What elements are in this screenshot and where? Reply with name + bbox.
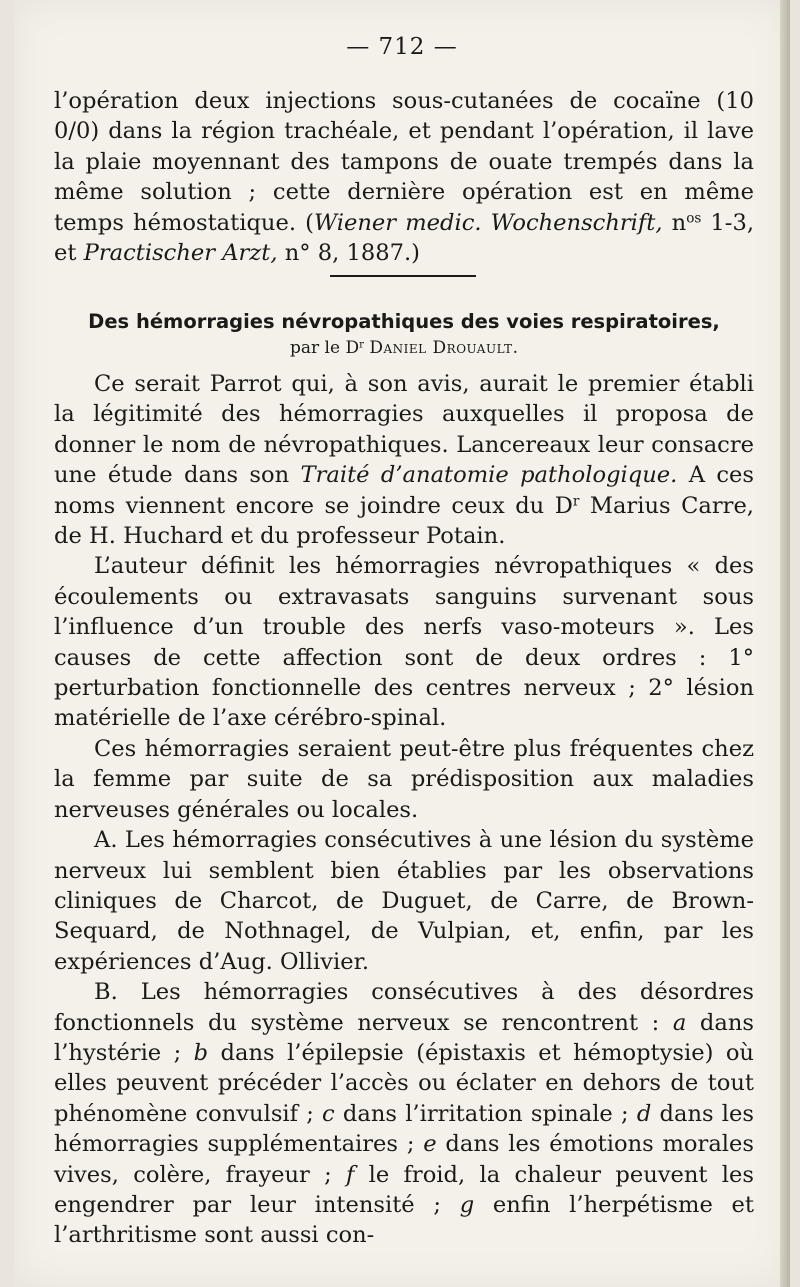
list-letter: g (459, 1191, 475, 1218)
paragraph-5-text: dans l’épilepsie (épistaxis et hémoptysie) où elles peuvent précéder l’accès ou éclater en dehors de tout phénomène convulsif ; (54, 1039, 754, 1127)
citation-issue-range: 1-3, et (54, 209, 754, 267)
citation-number-superscript: os (686, 210, 702, 227)
paragraph-3: Ces hémorragies seraient peut-être plus fréquentes chez la femme par suite de sa prédisposition aux maladies nerveuses générales ou locales. (54, 735, 754, 823)
article-byline (54, 336, 754, 360)
list-letter: d (636, 1100, 652, 1127)
byline-prefix: par le D (290, 338, 360, 358)
paragraph-5-text: B. Les hémorragies consécutives à des désordres fonctionnels du système nerveux se rencontrent : (54, 979, 754, 1036)
paragraph-5-text: le froid, la chaleur peuvent les engendrer par leur intensité ; (54, 1161, 754, 1218)
journal-citation-practischer: Practischer Arzt, (83, 240, 278, 267)
citation-number-prefix: n (662, 209, 687, 236)
article-title: Des hémorragies névropathiques des voies respiratoires, (88, 310, 720, 333)
article-body (54, 369, 754, 1251)
section-divider (330, 275, 476, 277)
citation-issue-year: n° 8, 1887.) (277, 240, 420, 267)
continuation-text: l’opération deux injections sous-cutanées de cocaïne (10 0/0) dans la région trachéale, et pendant l’opération, il lave la plaie moyennant des tampons de ouate trempés dans la même solution ; cette dernière opération est en même temps hémostatique. ( (54, 88, 754, 236)
book-title-reference: Traité d’anatomie pathologique. (300, 462, 678, 489)
scan-edge (780, 0, 790, 1287)
author-name: Daniel Drouault (369, 338, 513, 358)
paragraph-5-text: dans l’irritation spinale ; (334, 1100, 637, 1127)
paragraph-1 (54, 369, 754, 551)
paragraph-2: L’auteur définit les hémorragies névropathiques « des écoulements ou extravasats sanguins survenant sous l’influence d’un trouble des nerfs vaso-moteurs ». Les causes de cette affection sont de deux ordres : 1° perturbation fonctionnelle des centres nerveux ; 2° lésion matérielle de l’axe cérébro-spinal. (54, 553, 754, 732)
paragraph-5-text: dans l’hystérie ; (54, 1009, 754, 1066)
paragraph-5 (54, 977, 754, 1251)
paragraph-5-text: dans les hémorragies supplémentaires ; (54, 1100, 754, 1158)
paragraph-1-text-c: Marius Carre, de H. Huchard et du professeur Potain. (54, 492, 754, 550)
list-letter: b (193, 1039, 209, 1066)
paragraph-5-text: dans les émotions morales vives, colère, frayeur ; (54, 1131, 754, 1188)
book-page (14, 0, 790, 1287)
byline-superscript: r (359, 339, 364, 351)
list-letter: f (346, 1161, 355, 1188)
page-number: — 712 — (346, 34, 458, 60)
byline-suffix: . (512, 338, 518, 358)
paragraph-4: A. Les hémorragies consécutives à une lésion du système nerveux lui semblent bien établies par les observations cliniques de Charcot, de Duguet, de Carre, de Brown-Sequard, de Nothnagel, de Vulpian, et, enfin, par les expériences d’Aug. Ollivier. (54, 827, 754, 975)
journal-citation-wiener: Wiener medic. Wochenschrift, (313, 209, 663, 236)
paragraph-1-text-b: A ces noms viennent encore se joindre ceux du D (54, 462, 754, 519)
paragraph-5-text: enfin l’herpétisme et l’arthritisme sont aussi con- (54, 1191, 754, 1249)
list-letter: e (423, 1131, 437, 1158)
continuation-paragraph (54, 86, 754, 268)
paragraph-1-superscript: r (572, 493, 580, 510)
list-letter: a (672, 1009, 687, 1036)
paragraph-1-text-a: Ce serait Parrot qui, à son avis, aurait le premier établi la légitimité des hémorragies auxquelles il proposa de donner le nom de névropathiques. Lancereaux leur consacre une étude dans son (54, 371, 754, 489)
list-letter: c (322, 1100, 335, 1127)
